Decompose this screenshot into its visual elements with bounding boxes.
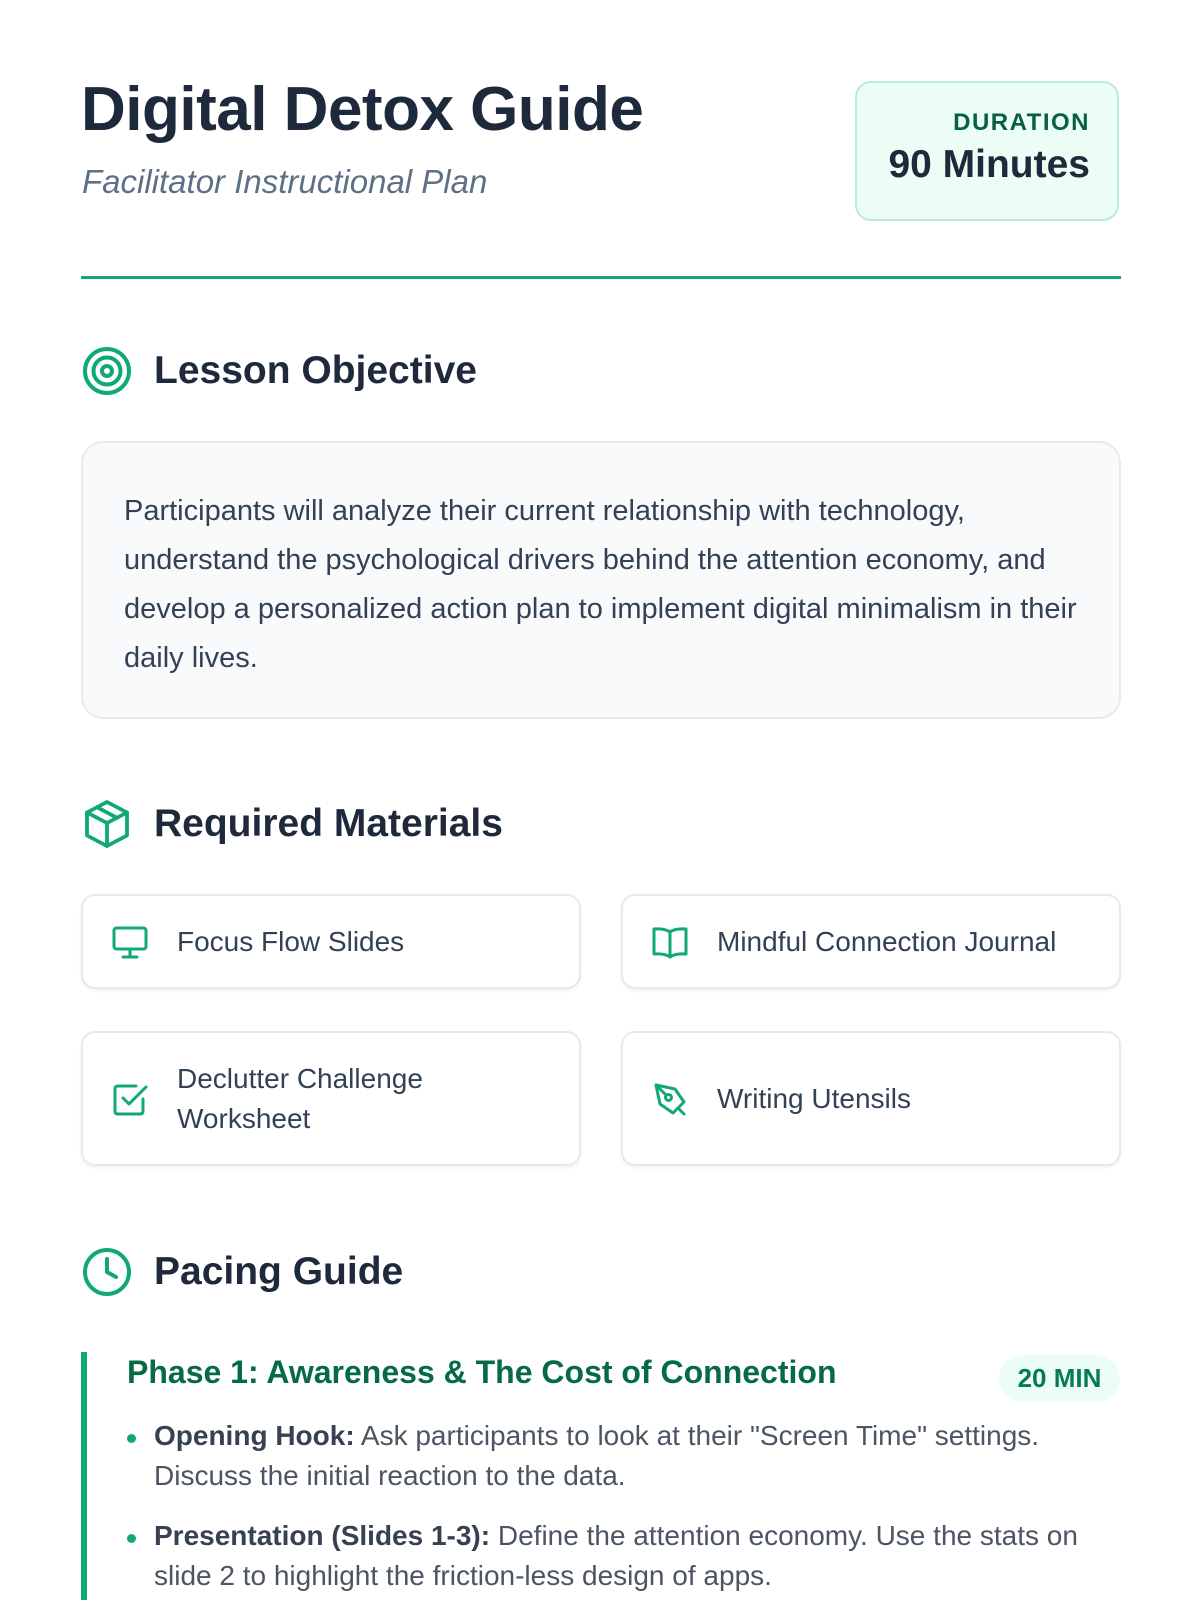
materials-section-header bbox=[81, 796, 503, 852]
open-book-icon bbox=[651, 923, 689, 961]
pen-tool-icon bbox=[651, 1080, 689, 1118]
objective-text: Participants will analyze their current relationship with technology, understand the psychological drivers behind the attention economy, and develop a personalized action plan to implement digital minimalism in their daily lives. bbox=[124, 495, 1077, 674]
page-subtitle: Facilitator Instructional Plan bbox=[82, 163, 488, 200]
step-label: Opening Hook: bbox=[154, 1420, 355, 1451]
material-label: Writing Utensils bbox=[717, 1082, 911, 1114]
list-item bbox=[127, 1516, 1097, 1596]
material-label: Mindful Connection Journal bbox=[717, 925, 1057, 957]
pacing-heading: Pacing Guide bbox=[154, 1250, 404, 1293]
page-title: Digital Detox Guide bbox=[81, 75, 644, 144]
material-item-utensils bbox=[621, 1031, 1121, 1166]
bullet-icon bbox=[127, 1434, 136, 1443]
material-item-slides bbox=[81, 894, 581, 989]
bullet-icon bbox=[127, 1534, 136, 1543]
step-description: Define the attention economy. Use the stats on slide 2 to highlight the friction-less design of apps. bbox=[154, 1520, 1078, 1591]
target-icon bbox=[81, 345, 133, 397]
duration-label: DURATION bbox=[953, 109, 1090, 136]
material-label: Focus Flow Slides bbox=[177, 925, 405, 957]
phase-duration-badge: 20 MIN bbox=[999, 1355, 1120, 1402]
objective-heading: Lesson Objective bbox=[154, 349, 477, 392]
phase-accent-bar bbox=[81, 1352, 87, 1600]
phase-title: Phase 1: Awareness & The Cost of Connection bbox=[127, 1354, 837, 1390]
clock-icon bbox=[81, 1246, 133, 1298]
list-item bbox=[127, 1416, 1097, 1496]
checkbox-icon bbox=[111, 1080, 149, 1118]
duration-card bbox=[855, 81, 1119, 221]
material-label: Declutter Challenge Worksheet bbox=[177, 1062, 423, 1134]
step-label: Presentation (Slides 1-3): bbox=[154, 1520, 491, 1551]
monitor-icon bbox=[111, 923, 149, 961]
materials-heading: Required Materials bbox=[154, 802, 503, 845]
package-icon bbox=[81, 798, 133, 850]
material-item-worksheet bbox=[81, 1031, 581, 1166]
header-divider bbox=[81, 276, 1121, 279]
objective-card bbox=[81, 441, 1121, 719]
step-text bbox=[154, 1416, 1097, 1496]
duration-value: 90 Minutes bbox=[888, 143, 1090, 186]
material-item-journal bbox=[621, 894, 1121, 989]
step-description: Ask participants to look at their "Screen Time" settings. Discuss the initial reaction to the data. bbox=[154, 1420, 1040, 1491]
pacing-section-header bbox=[81, 1244, 403, 1300]
objective-section-header bbox=[81, 343, 477, 399]
step-text bbox=[154, 1516, 1097, 1596]
